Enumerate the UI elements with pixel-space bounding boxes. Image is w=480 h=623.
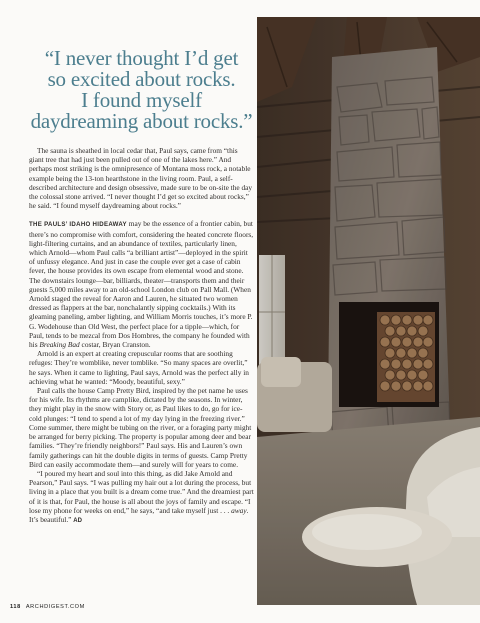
folio bbox=[10, 604, 85, 610]
pull-quote-line: “I never thought I’d get bbox=[44, 46, 239, 70]
paragraph: Paul calls the house Camp Pretty Bird, inspired by the pet name he uses for his wife. Its rhythms are camplike, dictated by the seasons. In winter, they might play in the snow with Story or, as Paul likes to do, go for ice-cold plunges: “I tend to spend a lot of my day lying in the freezing river.” Come summer, there might be tubing on the river, or a foraging party might be arranged for berry picking. The property is popular among deer and bear families. “They’re friendly neighbors!” Paul says. His and Lauren’s own family gatherings can hit the double digits in terms of guests. Camp Pretty Bird can easily accommodate them—and surely will for years to come. bbox=[29, 386, 252, 469]
interior-photo bbox=[257, 17, 480, 605]
paragraph: The sauna is sheathed in local cedar that, Paul says, came from “this giant tree that had just been pulled out of one of the lakes here.” And perhaps most striking is the omnipresence of Montana moss rock, a notable example being the 13-ton hearthstone in the living room. Paul, a self-described architecture and design obsessive, made sure to be on-site the day the colossal stone arrived. “I never thought I’d get so excited about rocks,” he said. “I found myself daydreaming about rocks.” bbox=[29, 146, 253, 211]
pull-quote bbox=[29, 48, 254, 132]
lead-in: THE PAULS’ IDAHO HIDEAWAY bbox=[29, 221, 127, 229]
paragraph: THE PAULS’ IDAHO HIDEAWAY may be the essence of a frontier cabin, but there’s no compromise with comfort, considering the heated concrete floors, light-filtering curtains, and an abundance of textiles, particularly linen, which Arnold—whom Paul calls “a brilliant artist”—deployed in the spirit of unfussy elegance. And just in case the couple ever get a case of cabin fever, the house provides its own escape from elemental wood and stone. The downstairs lounge—bar, billiards, theater—transports them and their guests 5,000 miles away to an old-school London club on Pall Mall. (When Arnold staged the reveal for Aaron and Lauren, he situated two women dressed as flappers at the bar, nonchalantly sipping cocktails.) With its gleaming paneling, amber lighting, and William Morris touches, it’s more P. G. Wodehouse than Old West, the perfect place for a tipple—which, for Paul, tends to be mezcal from Dos Hombres, the company he founded with his Breaking Bad costar, Bryan Cranston. bbox=[29, 219, 254, 350]
pull-quote-line: I found myself bbox=[81, 88, 202, 112]
paragraph: Arnold is an expert at creating crepuscular rooms that are soothing refuges: They’re womblike, never tomblike. “So many spaces are overlit,” he says. When it came to lighting, Paul says, Arnold was the perfect ally in achieving what he wanted: “Moody, beautiful, sexy.” bbox=[29, 349, 249, 386]
paragraph: “I poured my heart and soul into this thing, as did Jake Arnold and Pearson,” Paul says. “I was pulling my hair out a lot during the process, but living in a place that you built is a dream come true.” And the dreamiest part of it is that, for Paul, the house is all about the joys of family and escape. “I lose my phone for weeks on end,” he says, “and take myself just . . . away. It’s beautiful.” AD bbox=[29, 468, 254, 524]
cabin-fireplace-image bbox=[257, 17, 480, 605]
pull-quote-line: so excited about rocks. bbox=[47, 67, 236, 91]
pull-quote-line: daydreaming about rocks.” bbox=[30, 109, 253, 133]
site-name: ARCHDIGEST.COM bbox=[25, 604, 85, 610]
page-number: 118 bbox=[10, 604, 21, 610]
article-body bbox=[29, 146, 254, 526]
text-column bbox=[29, 48, 254, 526]
end-mark: AD bbox=[73, 517, 82, 524]
